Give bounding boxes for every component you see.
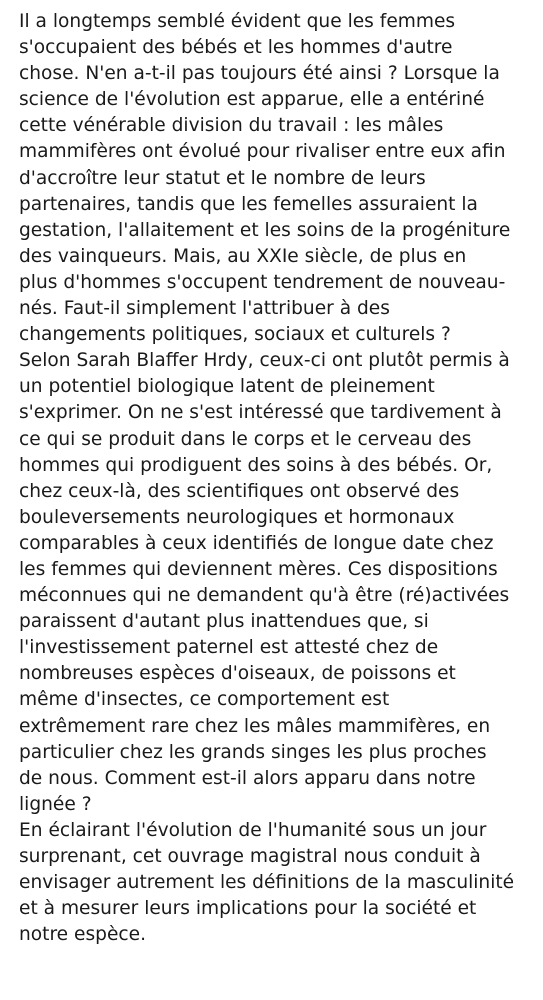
text-line: Selon Sarah Blaffer Hrdy, ceux-ci ont plutôt permis à bbox=[19, 350, 510, 372]
text-line: cette vénérable division du travail : les mâles bbox=[19, 115, 444, 137]
text-line: hommes qui prodiguent des soins à des bébés. Or, bbox=[19, 454, 493, 476]
text-line: science de l'évolution est apparue, elle a entériné bbox=[19, 89, 485, 111]
text-line: méconnues qui ne demandent qu'à être (ré)activées bbox=[19, 585, 510, 607]
text-line: s'exprimer. On ne s'est intéressé que tardivement à bbox=[19, 402, 502, 424]
text-line: changements politiques, sociaux et culturels ? bbox=[19, 324, 451, 346]
text-line: bouleversements neurologiques et hormonaux bbox=[19, 506, 455, 528]
text-line: particulier chez les grands singes les plus proches bbox=[19, 741, 487, 763]
text-line: d'accroître leur statut et le nombre de leurs bbox=[19, 167, 426, 189]
text-line: ce qui se produit dans le corps et le cerveau des bbox=[19, 428, 472, 450]
text-line: surprenant, cet ouvrage magistral nous conduit à bbox=[19, 846, 481, 867]
text-line: lignée ? bbox=[19, 793, 92, 815]
text-line: extrêmement rare chez les mâles mammifères, en bbox=[19, 715, 491, 737]
text-line: Il a longtemps semblé évident que les femmes bbox=[19, 11, 456, 32]
document-body bbox=[19, 9, 539, 948]
text-line: même d'insectes, ce comportement est bbox=[19, 689, 390, 711]
text-line: partenaires, tandis que les femelles assuraient la bbox=[19, 193, 478, 215]
text-line: chose. N'en a-t-il pas toujours été ainsi ? Lorsque la bbox=[19, 63, 500, 85]
text-line: s'occupaient des bébés et les hommes d'autre bbox=[19, 37, 453, 59]
text-line: En éclairant l'évolution de l'humanité sous un jour bbox=[19, 819, 487, 841]
text-line: gestation, l'allaitement et les soins de la progéniture bbox=[19, 219, 511, 241]
text-line: les femmes qui deviennent mères. Ces dispositions bbox=[19, 558, 498, 580]
text-line: l'investissement paternel est attesté chez de bbox=[19, 637, 439, 659]
text-line: et à mesurer leurs implications pour la société et bbox=[19, 898, 477, 920]
text-line: nés. Faut-il simplement l'attribuer à des bbox=[19, 298, 390, 320]
text-line: comparables à ceux identifiés de longue date chez bbox=[19, 532, 494, 554]
text-line: envisager autrement les définitions de la masculinité bbox=[19, 872, 515, 894]
text-line: de nous. Comment est-il alors apparu dans notre bbox=[19, 767, 476, 789]
text-line: mammifères ont évolué pour rivaliser entre eux afin bbox=[19, 141, 506, 163]
text-line: des vainqueurs. Mais, au XXIe siècle, de plus en bbox=[19, 245, 467, 267]
text-line: notre espèce. bbox=[19, 924, 146, 946]
text-line: paraissent d'autant plus inattendues que, si bbox=[19, 611, 429, 633]
text-line: plus d'hommes s'occupent tendrement de nouveau- bbox=[19, 271, 506, 293]
text-line: chez ceux-là, des scientifiques ont observé des bbox=[19, 480, 460, 502]
text-line: nombreuses espèces d'oiseaux, de poissons et bbox=[19, 663, 456, 685]
text-line: un potentiel biologique latent de pleinement bbox=[19, 376, 435, 398]
